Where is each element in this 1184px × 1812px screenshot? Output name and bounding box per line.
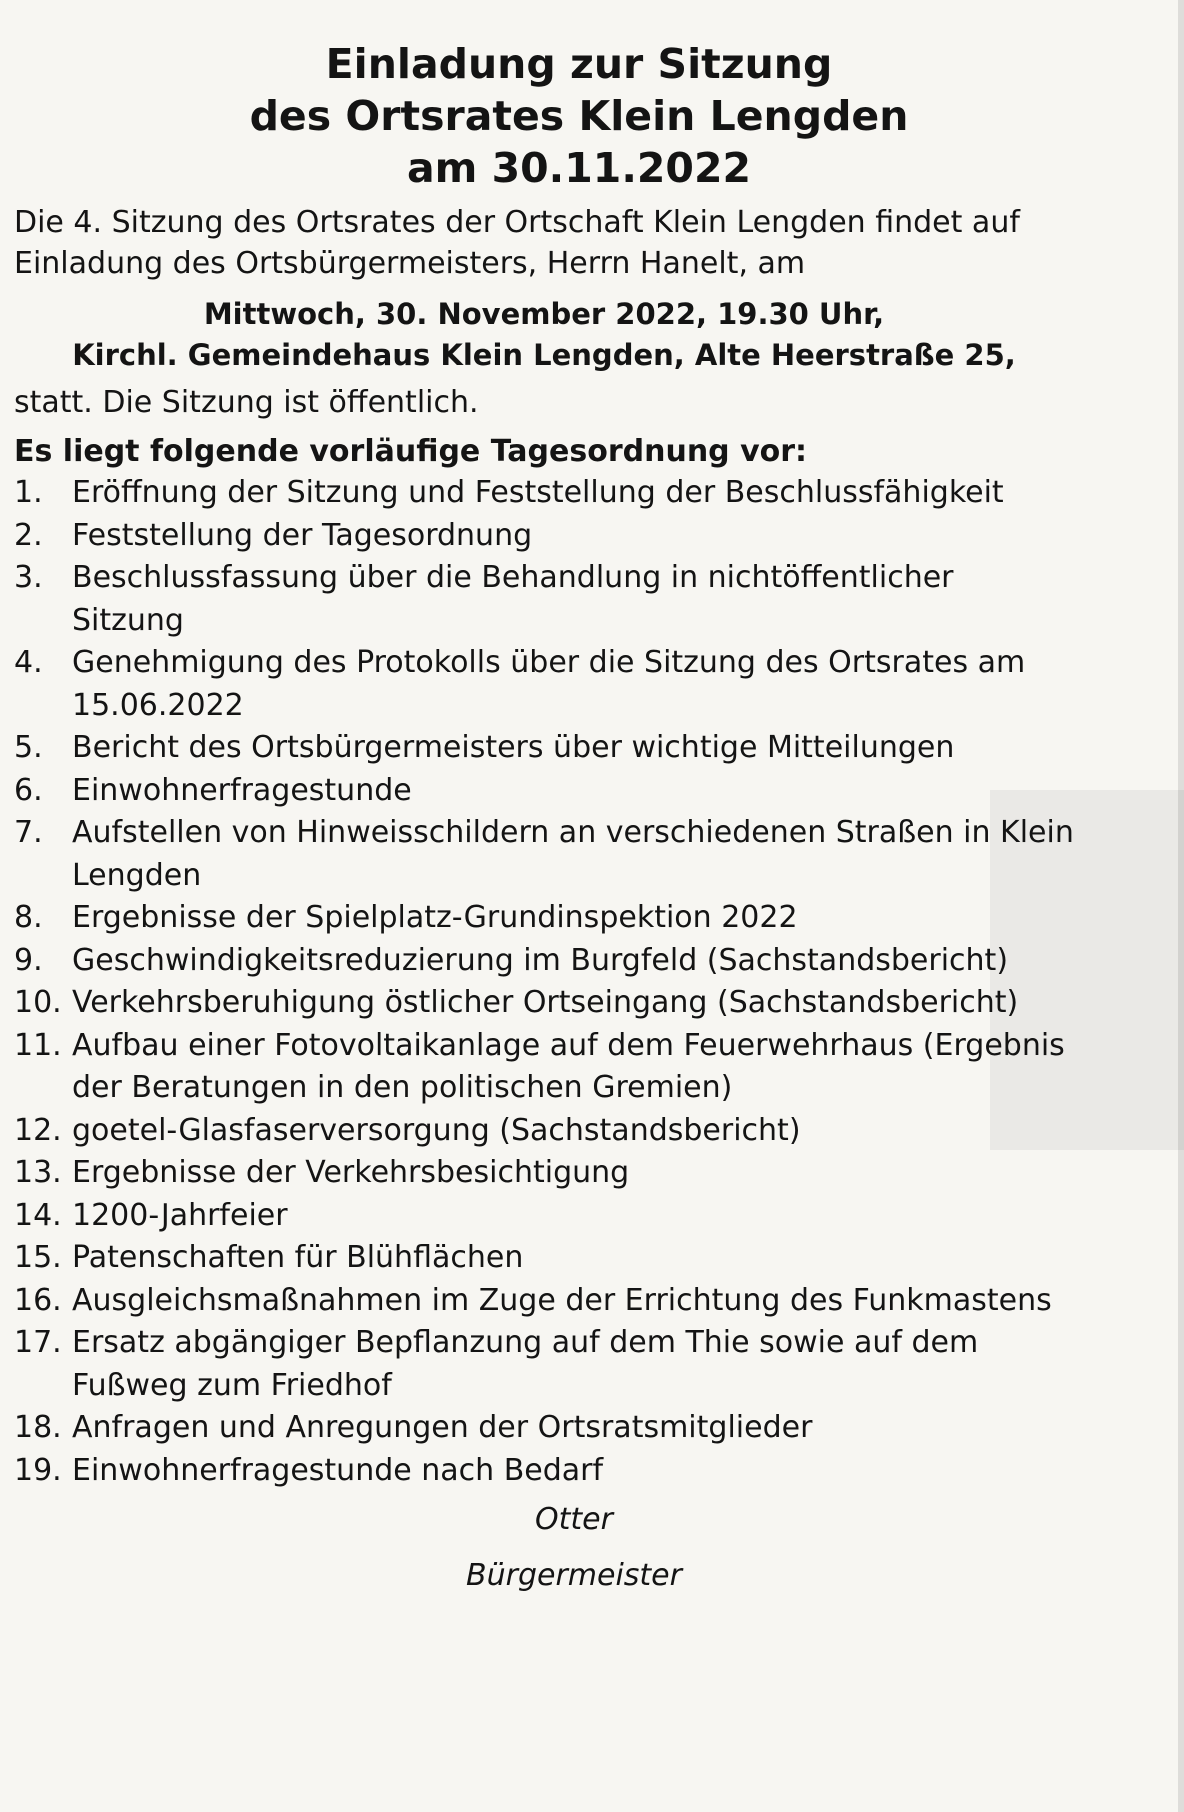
agenda-item-number: 17.: [14, 1325, 62, 1360]
agenda-item: [14, 812, 1074, 897]
title-line-3: am 30.11.2022: [406, 144, 752, 192]
agenda-item-number: 4.: [14, 645, 43, 680]
agenda-item: [14, 770, 1074, 813]
agenda-item: [14, 557, 1074, 642]
agenda-item-text: Genehmigung des Protokolls über die Sitzung des Ortsrates am 15.06.2022: [72, 645, 1026, 723]
agenda-item: [14, 1195, 1074, 1238]
agenda-item-text: Beschlussfassung über die Behandlung in nichtöffentlicher Sitzung: [72, 560, 954, 638]
agenda-item: [14, 897, 1074, 940]
agenda-item-number: 7.: [14, 815, 43, 850]
agenda-item: [14, 940, 1074, 983]
agenda-item: [14, 472, 1074, 515]
agenda-item-number: 9.: [14, 942, 43, 978]
agenda-item-text: Eröffnung der Sitzung und Feststellung der Beschlussfähigkeit: [72, 475, 1004, 510]
agenda-item-number: 15.: [14, 1240, 62, 1275]
agenda-item: [14, 982, 1074, 1025]
agenda-item-number: 12.: [14, 1112, 62, 1148]
agenda-item: [14, 515, 1074, 558]
agenda-item-text: Bericht des Ortsbürgermeisters über wichtige Mitteilungen: [72, 730, 955, 765]
agenda-list: [14, 472, 1074, 1492]
agenda-item: [14, 1025, 1074, 1110]
agenda-item: [14, 1450, 1074, 1493]
agenda-item-number: 3.: [14, 560, 43, 595]
agenda-item-number: 8.: [14, 900, 43, 935]
agenda-item-number: 1.: [14, 475, 43, 510]
meeting-location: Kirchl. Gemeindehaus Klein Lengden, Alte Heerstraße 25,: [72, 338, 1016, 372]
agenda-item: [14, 1407, 1074, 1450]
agenda-item: [14, 642, 1074, 727]
agenda-item-text: goetel-Glasfaserversorgung (Sachstandsbericht): [72, 1112, 801, 1148]
agenda-item-text: Verkehrsberuhigung östlicher Ortseingang (Sachstandsbericht): [72, 985, 1019, 1020]
agenda-item: [14, 1152, 1074, 1195]
agenda-item-number: 5.: [14, 730, 43, 765]
agenda-item-text: Feststellung der Tagesordnung: [72, 517, 533, 553]
agenda-item-text: Aufstellen von Hinweisschildern an verschiedenen Straßen in Klein Lengden: [72, 815, 1074, 893]
agenda-item-number: 2.: [14, 517, 43, 553]
agenda-item-number: 13.: [14, 1155, 62, 1190]
agenda-item: [14, 1322, 1074, 1407]
signature-name: Otter: [535, 1502, 613, 1537]
agenda-item-text: Ersatz abgängiger Bepflanzung auf dem Thie sowie auf dem Fußweg zum Friedhof: [72, 1325, 979, 1403]
agenda-item-number: 18.: [14, 1410, 62, 1445]
meeting-date: Mittwoch, 30. November 2022, 19.30 Uhr,: [203, 297, 885, 331]
agenda-item-text: 1200-Jahrfeier: [72, 1197, 288, 1233]
agenda-item: [14, 727, 1074, 770]
title-line-1: Einladung zur Sitzung: [325, 40, 833, 88]
agenda-item: [14, 1280, 1074, 1323]
agenda-item-number: 16.: [14, 1282, 62, 1318]
intro-paragraph: Die 4. Sitzung des Ortsrates der Ortschaft Klein Lengden findet auf Einladung des Ortsbürgermeisters, Herrn Hanelt, am: [14, 205, 1020, 281]
agenda-heading: Es liegt folgende vorläufige Tagesordnung vor:: [14, 434, 808, 469]
agenda-item-text: Einwohnerfragestunde nach Bedarf: [72, 1452, 604, 1488]
agenda-item: [14, 1237, 1074, 1280]
agenda-item: [14, 1110, 1074, 1153]
agenda-item-text: Aufbau einer Fotovoltaikanlage auf dem Feuerwehrhaus (Ergebnis der Beratungen in den politischen Gremien): [72, 1027, 1065, 1105]
agenda-item-text: Einwohnerfragestunde: [72, 772, 412, 808]
agenda-item-text: Ausgleichsmaßnahmen im Zuge der Errichtung des Funkmastens: [72, 1282, 1052, 1318]
agenda-item-number: 19.: [14, 1452, 62, 1488]
title-line-2: des Ortsrates Klein Lengden: [249, 92, 909, 140]
agenda-item-number: 14.: [14, 1197, 62, 1233]
agenda-item-text: Ergebnisse der Verkehrsbesichtigung: [72, 1155, 630, 1190]
page-title: [14, 38, 1074, 194]
agenda-item-text: Patenschaften für Blühflächen: [72, 1240, 524, 1275]
agenda-item-text: Ergebnisse der Spielplatz-Grundinspektion 2022: [72, 900, 798, 935]
scan-edge-shadow: [1178, 0, 1184, 1812]
agenda-item-text: Geschwindigkeitsreduzierung im Burgfeld (Sachstandsbericht): [72, 942, 1009, 978]
agenda-item-number: 10.: [14, 985, 62, 1020]
agenda-item-text: Anfragen und Anregungen der Ortsratsmitglieder: [72, 1410, 813, 1445]
signature-role: Bürgermeister: [466, 1558, 682, 1593]
agenda-item-number: 11.: [14, 1027, 62, 1063]
public-note: statt. Die Sitzung ist öffentlich.: [14, 385, 479, 420]
agenda-item-number: 6.: [14, 772, 43, 808]
